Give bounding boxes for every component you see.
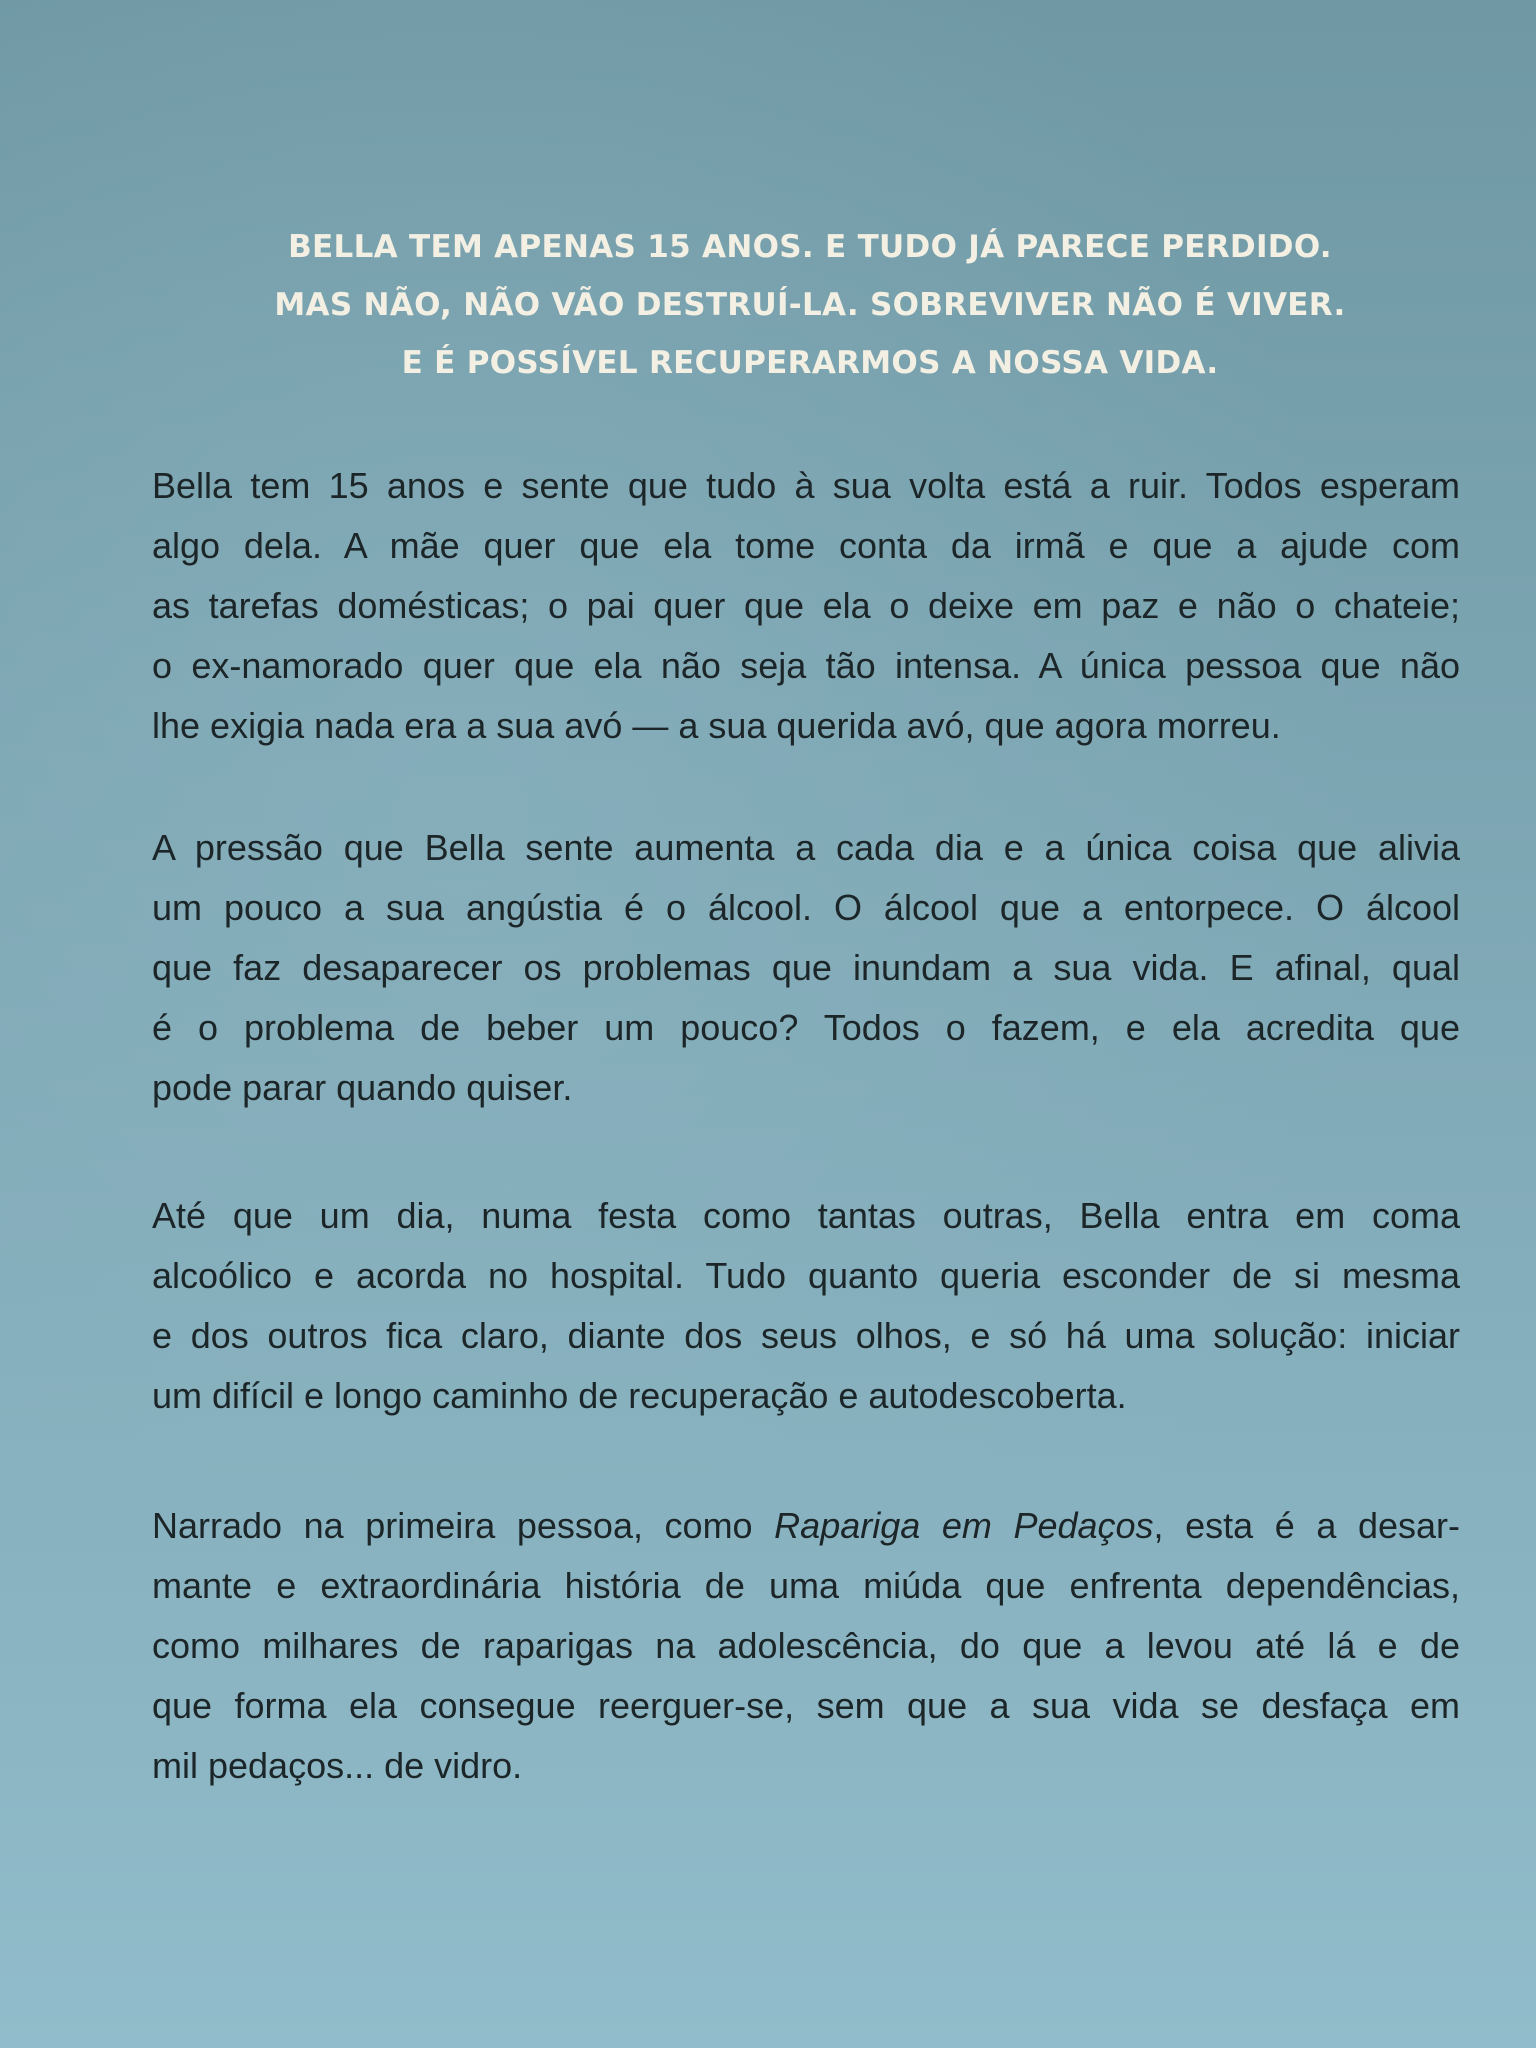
text-line: mil pedaços... de vidro. [152,1745,523,1786]
synopsis-paragraph-3 [152,1186,1460,1426]
text-line: é o problema de beber um pouco? Todos o fazem, e ela acredita que [152,1007,1460,1048]
text-line: que faz desaparecer os problemas que inundam a sua vida. E afinal, qual [152,947,1460,988]
synopsis-paragraph-4 [152,1496,1460,1796]
tagline-line: BELLA TEM APENAS 15 ANOS. E TUDO JÁ PARECE PERDIDO. [288,229,1332,265]
text-line: mante e extraordinária história de uma miúda que enfrenta dependências, [152,1565,1460,1606]
text-line: o ex-namorado quer que ela não seja tão intensa. A única pessoa que não [152,645,1460,686]
synopsis-paragraph-2 [152,818,1460,1118]
text-line [152,1496,1460,1556]
text-fragment: Narrado na primeira pessoa, como [152,1505,775,1546]
text-line: pode parar quando quiser. [152,1067,573,1108]
text-fragment: , esta é a desar- [1153,1505,1461,1546]
book-title-reference: Rapariga em Pedaços [774,1505,1154,1546]
tagline-line: MAS NÃO, NÃO VÃO DESTRUÍ-LA. SOBREVIVER NÃO É VIVER. [274,287,1346,323]
synopsis-paragraph-1 [152,456,1460,756]
text-line: um difícil e longo caminho de recuperação e autodescoberta. [152,1375,1127,1416]
text-line: Bella tem 15 anos e sente que tudo à sua volta está a ruir. Todos esperam [152,465,1460,506]
text-line: alcoólico e acorda no hospital. Tudo quanto queria esconder de si mesma [152,1255,1460,1296]
text-line: algo dela. A mãe quer que ela tome conta da irmã e que a ajude com [152,525,1460,566]
tagline [150,218,1470,392]
text-line: um pouco a sua angústia é o álcool. O álcool que a entorpece. O álcool [152,887,1460,928]
text-line: que forma ela consegue reerguer-se, sem que a sua vida se desfaça em [152,1685,1460,1726]
text-line: lhe exigia nada era a sua avó — a sua querida avó, que agora morreu. [152,705,1281,746]
text-line: Até que um dia, numa festa como tantas outras, Bella entra em coma [152,1195,1460,1236]
text-line: e dos outros fica claro, diante dos seus olhos, e só há uma solução: iniciar [152,1315,1460,1356]
text-line: como milhares de raparigas na adolescência, do que a levou até lá e de [152,1625,1460,1666]
text-line: A pressão que Bella sente aumenta a cada dia e a única coisa que alivia [152,827,1460,868]
text-line: as tarefas domésticas; o pai quer que ela o deixe em paz e não o chateie; [152,585,1460,626]
tagline-line: E É POSSÍVEL RECUPERARMOS A NOSSA VIDA. [401,345,1219,381]
